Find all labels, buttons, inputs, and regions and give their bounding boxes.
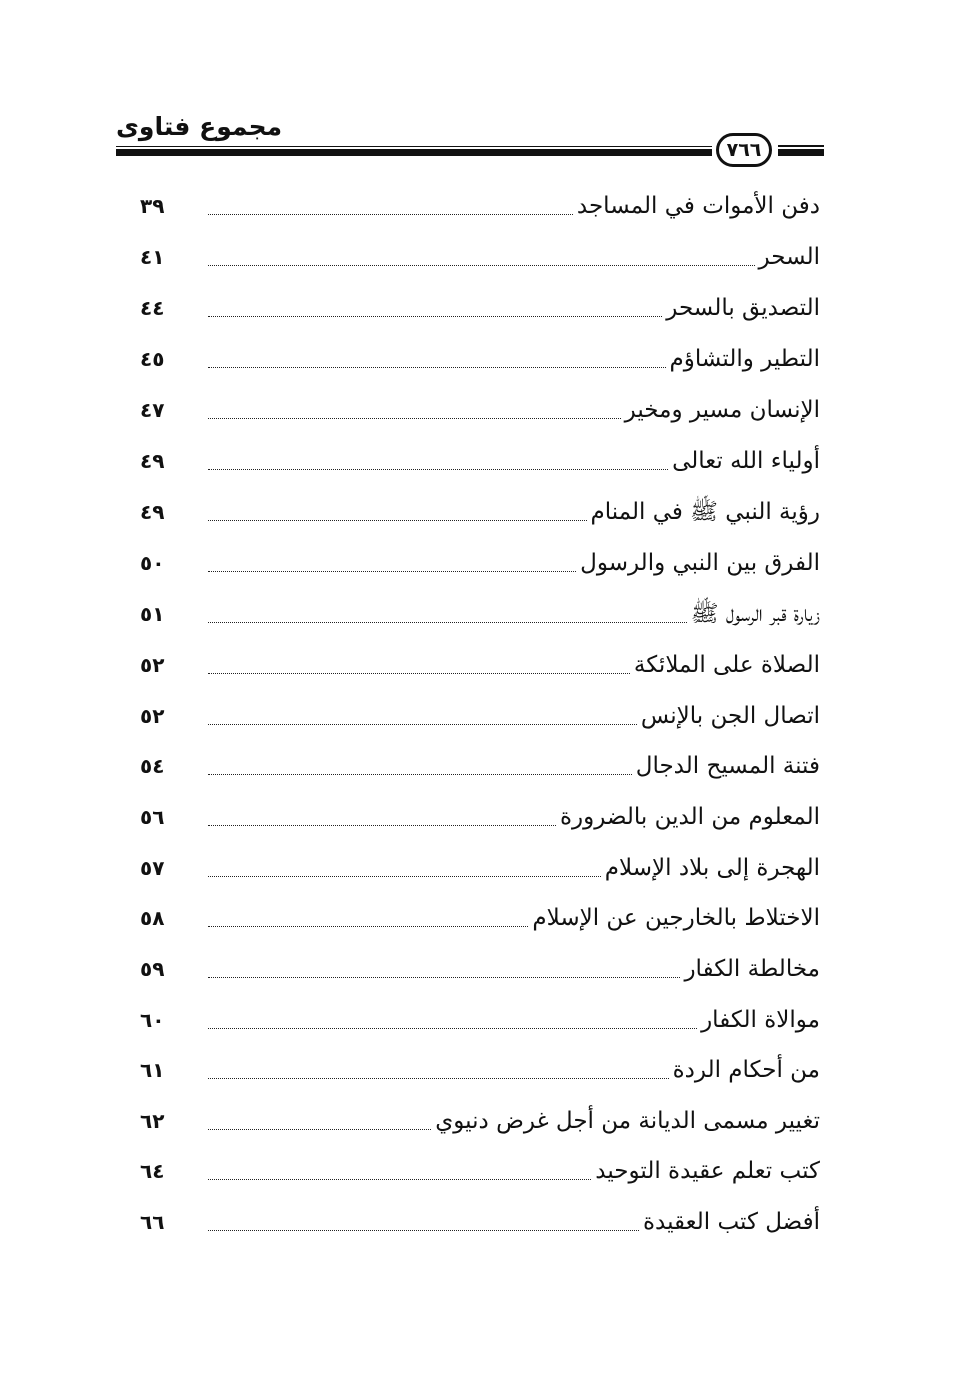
toc-entry[interactable] xyxy=(140,1050,820,1090)
dot-leader xyxy=(208,418,621,419)
page-number-badge: ٧٦٦ xyxy=(716,133,772,167)
entry-title: أفضل كتب العقيدة xyxy=(642,1209,820,1235)
toc-entry[interactable] xyxy=(140,543,820,583)
entry-title: أولياء الله تعالى xyxy=(672,448,820,474)
entry-page-number: ٦١ xyxy=(140,1058,165,1082)
entry-title: رؤية النبي ﷺ في المنام xyxy=(590,499,820,525)
entry-page-number: ٤٤ xyxy=(140,296,165,320)
entry-page-number: ٥٤ xyxy=(140,754,165,778)
toc-entry[interactable] xyxy=(140,492,820,532)
entry-title: المعلوم من الدين بالضرورة xyxy=(560,804,820,830)
toc-entry[interactable] xyxy=(140,797,820,837)
dot-leader xyxy=(208,469,668,470)
entry-page-number: ٥٦ xyxy=(140,805,165,829)
entry-page-number: ٦٤ xyxy=(140,1159,165,1183)
entry-title: التطير والتشاؤم xyxy=(669,346,820,372)
toc-entry[interactable] xyxy=(140,1101,820,1141)
dot-leader xyxy=(208,214,573,215)
entry-page-number: ٦٠ xyxy=(140,1008,165,1032)
dot-leader xyxy=(208,622,687,623)
dot-leader xyxy=(208,977,680,978)
toc-entry[interactable] xyxy=(140,696,820,736)
toc-entry[interactable] xyxy=(140,848,820,888)
entry-title: دفن الأموات في المساجد xyxy=(576,193,820,219)
dot-leader xyxy=(208,265,755,266)
entry-page-number: ٤٩ xyxy=(140,449,165,473)
entry-page-number: ٥٩ xyxy=(140,957,165,981)
dot-leader xyxy=(208,571,576,572)
toc-entry[interactable] xyxy=(140,1202,820,1242)
toc-entry[interactable] xyxy=(140,898,820,938)
entry-page-number: ٤٥ xyxy=(140,347,165,371)
dot-leader xyxy=(208,1028,697,1029)
entry-page-number: ٥٨ xyxy=(140,906,165,930)
toc-entry[interactable] xyxy=(140,288,820,328)
entry-page-number: ٤٧ xyxy=(140,398,165,422)
dot-leader xyxy=(208,724,637,725)
entry-page-number: ٥٠ xyxy=(140,551,165,575)
entry-page-number: ٥٧ xyxy=(140,856,165,880)
toc-entry[interactable] xyxy=(140,339,820,379)
dot-leader xyxy=(208,1078,669,1079)
entry-page-number: ٤١ xyxy=(140,245,165,269)
entry-title: الهجرة إلى بلاد الإسلام xyxy=(604,855,820,881)
entry-title: فتنة المسيح الدجال xyxy=(635,753,820,779)
entry-page-number: ٥٢ xyxy=(140,653,165,677)
dot-leader xyxy=(208,774,632,775)
dot-leader xyxy=(208,1230,639,1231)
toc-entry[interactable] xyxy=(140,1000,820,1040)
entry-title: كتب تعلم عقيدة التوحيد xyxy=(595,1158,820,1184)
entry-title: السحر xyxy=(758,244,820,270)
toc-entry[interactable] xyxy=(140,949,820,989)
entry-title: اتصال الجن بالإنس xyxy=(640,703,820,729)
entry-title: الإنسان مسير ومخير xyxy=(624,397,820,423)
toc-entry[interactable] xyxy=(140,1151,820,1191)
dot-leader xyxy=(208,926,528,927)
entry-title: الاختلاط بالخارجين عن الإسلام xyxy=(532,905,820,931)
dot-leader xyxy=(208,367,666,368)
entry-title: زيارة قبر الرسول ﷺ xyxy=(690,601,820,627)
entry-title: الصلاة على الملائكة xyxy=(633,652,820,678)
dot-leader xyxy=(208,825,556,826)
book-title: مجموع فتاوى xyxy=(116,112,283,141)
dot-leader xyxy=(208,673,630,674)
entry-page-number: ٤٩ xyxy=(140,500,165,524)
dot-leader xyxy=(208,316,662,317)
toc-entry[interactable] xyxy=(140,186,820,226)
toc-entry[interactable] xyxy=(140,390,820,430)
dot-leader xyxy=(208,876,601,877)
entry-page-number: ٣٩ xyxy=(140,194,165,218)
toc-entry[interactable] xyxy=(140,441,820,481)
toc-entry[interactable] xyxy=(140,237,820,277)
entry-title: التصديق بالسحر xyxy=(666,295,820,321)
entry-page-number: ٦٦ xyxy=(140,1210,165,1234)
entry-title: موالاة الكفار xyxy=(701,1007,820,1033)
entry-page-number: ٥٢ xyxy=(140,704,165,728)
entry-title: الفرق بين النبي والرسول xyxy=(580,550,820,576)
dot-leader xyxy=(208,520,587,521)
entry-title: تغيير مسمى الديانة من أجل غرض دنيوي xyxy=(435,1108,820,1134)
dot-leader xyxy=(208,1129,431,1130)
dot-leader xyxy=(208,1179,591,1180)
entry-page-number: ٦٢ xyxy=(140,1109,165,1133)
table-of-contents xyxy=(140,0,820,1386)
entry-title: من أحكام الردة xyxy=(672,1057,820,1083)
toc-entry[interactable] xyxy=(140,746,820,786)
toc-entry[interactable] xyxy=(140,594,820,634)
entry-page-number: ٥١ xyxy=(140,602,165,626)
toc-entry[interactable] xyxy=(140,645,820,685)
entry-title: مخالطة الكفار xyxy=(684,956,820,982)
